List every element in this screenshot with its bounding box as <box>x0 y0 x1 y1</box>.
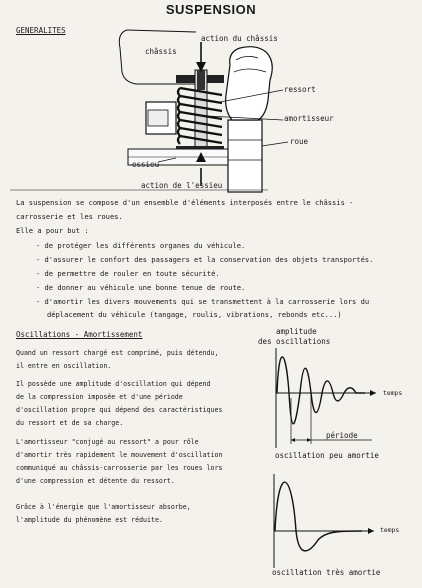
label-ressort: ressort <box>284 85 316 94</box>
paragraph-line: l'amplitude du phénomène est réduite. <box>16 516 163 524</box>
paragraph-line: d'une compression et détente du ressort. <box>16 477 175 485</box>
periode-label: période <box>326 431 358 440</box>
section-heading-generalites: GENERALITES <box>16 26 66 35</box>
purpose-item: - d'assurer le confort des passagers et la conservation des objets transportés. <box>36 255 374 264</box>
paragraph-line: Il possède une amplitude d'oscillation qui dépend <box>16 380 211 388</box>
amplitude-label: amplitude <box>276 327 317 336</box>
paragraph-line: il entre en oscillation. <box>16 362 112 370</box>
paragraph-line: d'oscillation propre qui dépend des caractéristiques <box>16 406 223 414</box>
page-title: SUSPENSION <box>165 2 257 17</box>
temps-label: temps <box>380 526 400 534</box>
label-chassis: châssis <box>145 47 177 56</box>
intro-line: La suspension se compose d'un ensemble d'éléments interposés entre le châssis - <box>16 198 354 207</box>
temps-label: temps <box>383 389 403 397</box>
label-roue: roue <box>290 137 309 146</box>
paragraph-line: du ressort et de sa charge. <box>16 419 124 427</box>
paragraph-line: Quand un ressort chargé est comprimé, puis détendu, <box>16 349 219 357</box>
section-heading-oscillations: Oscillations - Amortissement <box>16 330 143 339</box>
graph-caption: oscillation peu amortie <box>275 451 379 460</box>
purpose-item: - d'amortir les divers mouvements qui se transmettent à la carrosserie lors du <box>36 297 370 306</box>
intro-line: carrosserie et les roues. <box>16 212 123 221</box>
purpose-item: - de permettre de rouler en toute sécurité. <box>36 269 220 278</box>
label-action-chassis: action du châssis <box>201 34 278 43</box>
paragraph-line: de la compression imposée et d'une période <box>16 393 183 401</box>
paragraph-line: Grâce à l'énergie que l'amortisseur absorbe, <box>16 503 191 511</box>
purpose-item: - de protéger les différents organes du véhicule. <box>36 241 246 250</box>
label-essieu: essieu <box>132 160 160 169</box>
purpose-item: - de donner au véhicule une bonne tenue de route. <box>36 283 246 292</box>
label-amortisseur: amortisseur <box>284 114 334 123</box>
purpose-title: Elle a pour but : <box>16 226 89 235</box>
paragraph-line: d'amortir très rapidement le mouvement d'oscillation <box>16 451 223 459</box>
graph-caption: oscillation très amortie <box>272 568 381 577</box>
label-action-essieu: action de l'essieu <box>141 181 223 190</box>
purpose-item-continued: déplacement du véhicule (tangage, roulis, vibrations, rebonds etc...) <box>47 310 342 319</box>
paragraph-line: L'amortisseur "conjugé au ressort" a pour rôle <box>16 438 199 446</box>
amplitude-label: des oscillations <box>258 337 331 346</box>
paragraph-line: communiqué au châssis-carrosserie par les roues lors <box>16 464 223 472</box>
